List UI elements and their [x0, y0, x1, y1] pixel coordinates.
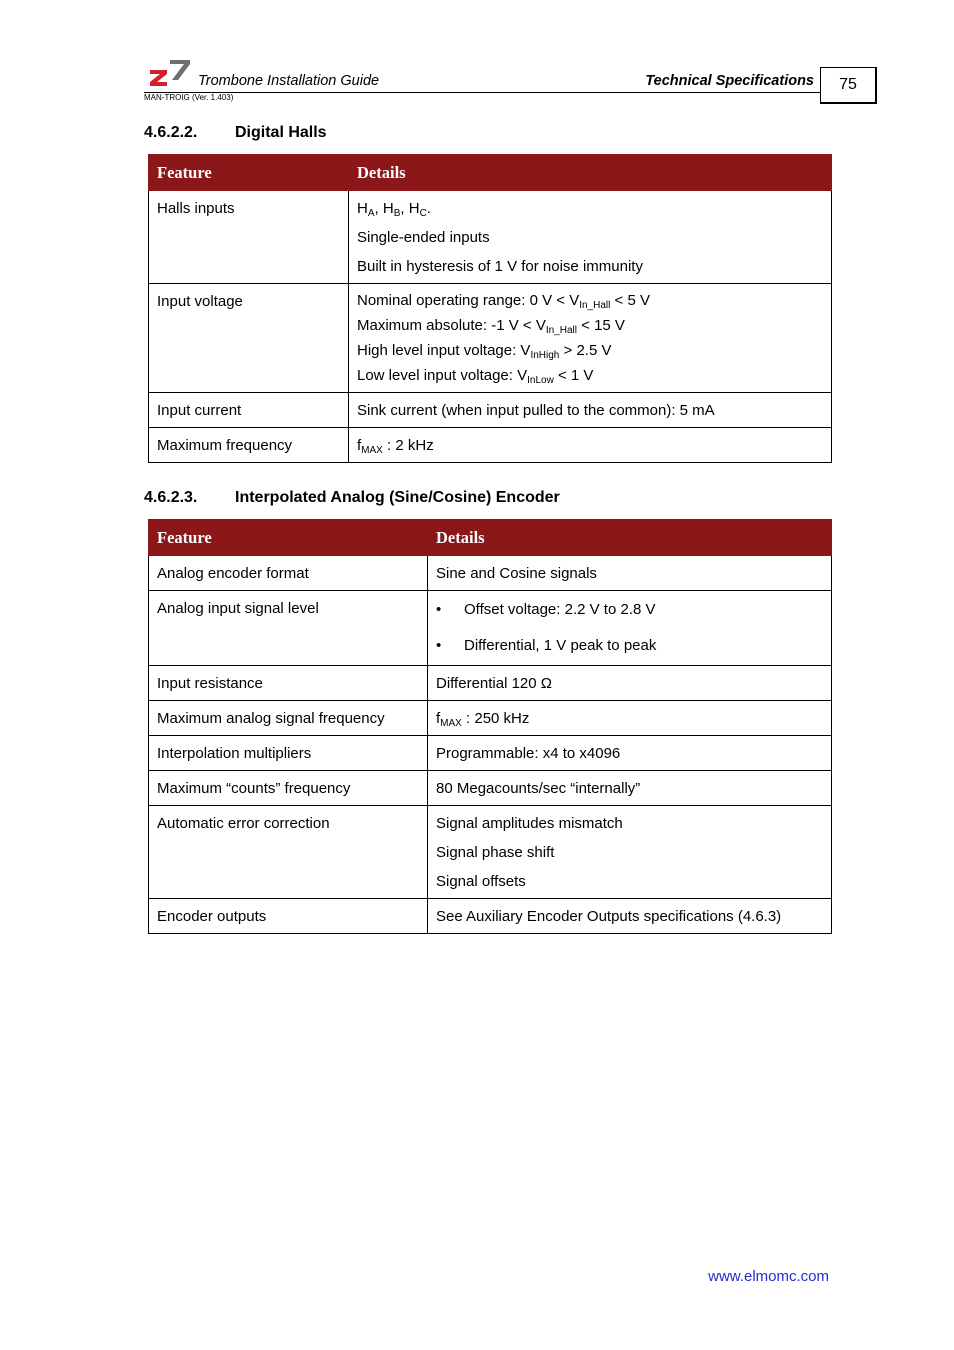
elmo-logo — [148, 58, 190, 86]
feature-cell: Input voltage — [149, 284, 349, 393]
heading-title: Interpolated Analog (Sine/Cosine) Encoder — [235, 489, 560, 506]
col-header-feature: Feature — [149, 520, 428, 556]
col-header-details: Details — [428, 520, 832, 556]
footer-url[interactable]: www.elmomc.com — [708, 1268, 829, 1285]
heading-number: 4.6.2.3. — [144, 489, 198, 506]
details-line: Single-ended inputs — [357, 229, 490, 246]
feature-cell: Input resistance — [149, 666, 428, 701]
details-line: Nominal operating range: 0 $V < V_{In\_Hall} < 5$ V — [357, 292, 650, 311]
table-row — [149, 591, 832, 666]
bullet-list — [436, 599, 823, 656]
details-cell — [349, 191, 832, 284]
table-row — [149, 284, 832, 393]
feature-cell: Encoder outputs — [149, 899, 428, 934]
feature-cell: Halls inputs — [149, 191, 349, 284]
feature-cell: Maximum frequency — [149, 428, 349, 463]
details-line: Low level input voltage: $V_{InLow} < 1$ V — [357, 367, 594, 386]
details-line: Signal amplitudes mismatch — [436, 815, 623, 832]
page-number: 75 — [820, 67, 877, 104]
table-row — [149, 428, 832, 463]
halls-list: $H_A$, $H_B$, $H_C$. — [357, 200, 431, 219]
header-section-title: Technical Specifications — [645, 73, 814, 89]
feature-cell: Analog encoder format — [149, 556, 428, 591]
details-line: Signal offsets — [436, 873, 526, 890]
list-item: • Offset voltage: 2.2 V to 2.8 V — [436, 599, 823, 620]
digital-halls-table — [148, 154, 832, 463]
details-cell: Differential 120 Ω — [428, 666, 832, 701]
heading-title: Digital Halls — [235, 124, 327, 141]
table-row — [149, 899, 832, 934]
heading-number: 4.6.2.2. — [144, 124, 198, 141]
details-cell — [428, 806, 832, 899]
heading-digital-halls — [144, 124, 327, 142]
header-rule — [144, 92, 820, 93]
table-row — [149, 771, 832, 806]
table-header-row — [149, 155, 832, 191]
header-doc-code: MAN-TROIG (Ver. 1.403) — [144, 93, 234, 102]
table-row — [149, 736, 832, 771]
heading-analog-encoder — [144, 489, 560, 507]
details-line: Maximum absolute: -1 $V < V_{In\_Hall} < 15$ V — [357, 317, 625, 336]
details-cell: 80 Megacounts/sec “internally” — [428, 771, 832, 806]
details-cell: Programmable: x4 to x4096 — [428, 736, 832, 771]
feature-cell: Interpolation multipliers — [149, 736, 428, 771]
details-line: High level input voltage: $V_{InHigh} > 2.5$ V — [357, 342, 612, 361]
details-cell: Sine and Cosine signals — [428, 556, 832, 591]
details-cell — [428, 591, 832, 666]
feature-cell: Maximum “counts” frequency — [149, 771, 428, 806]
col-header-feature: Feature — [149, 155, 349, 191]
table-row — [149, 701, 832, 736]
table-row — [149, 556, 832, 591]
details-cell: $f_{MAX}$ : 2 kHz — [349, 428, 832, 463]
feature-cell: Input current — [149, 393, 349, 428]
feature-cell: Maximum analog signal frequency — [149, 701, 428, 736]
details-cell: $f_{MAX}$ : 250 kHz — [428, 701, 832, 736]
table-row — [149, 191, 832, 284]
table-row — [149, 666, 832, 701]
list-item: • Differential, 1 V peak to peak — [436, 635, 823, 656]
details-line: Signal phase shift — [436, 844, 555, 861]
details-cell — [349, 284, 832, 393]
col-header-details: Details — [349, 155, 832, 191]
feature-cell: Automatic error correction — [149, 806, 428, 899]
table-header-row — [149, 520, 832, 556]
feature-cell: Analog input signal level — [149, 591, 428, 666]
header-doc-title: Trombone Installation Guide — [198, 73, 380, 89]
analog-encoder-table — [148, 519, 832, 934]
table-row — [149, 393, 832, 428]
details-cell: See Auxiliary Encoder Outputs specifications (4.6.3) — [428, 899, 832, 934]
details-line: Built in hysteresis of 1 V for noise immunity — [357, 258, 643, 275]
details-cell: Sink current (when input pulled to the common): 5 mA — [349, 393, 832, 428]
table-row — [149, 806, 832, 899]
